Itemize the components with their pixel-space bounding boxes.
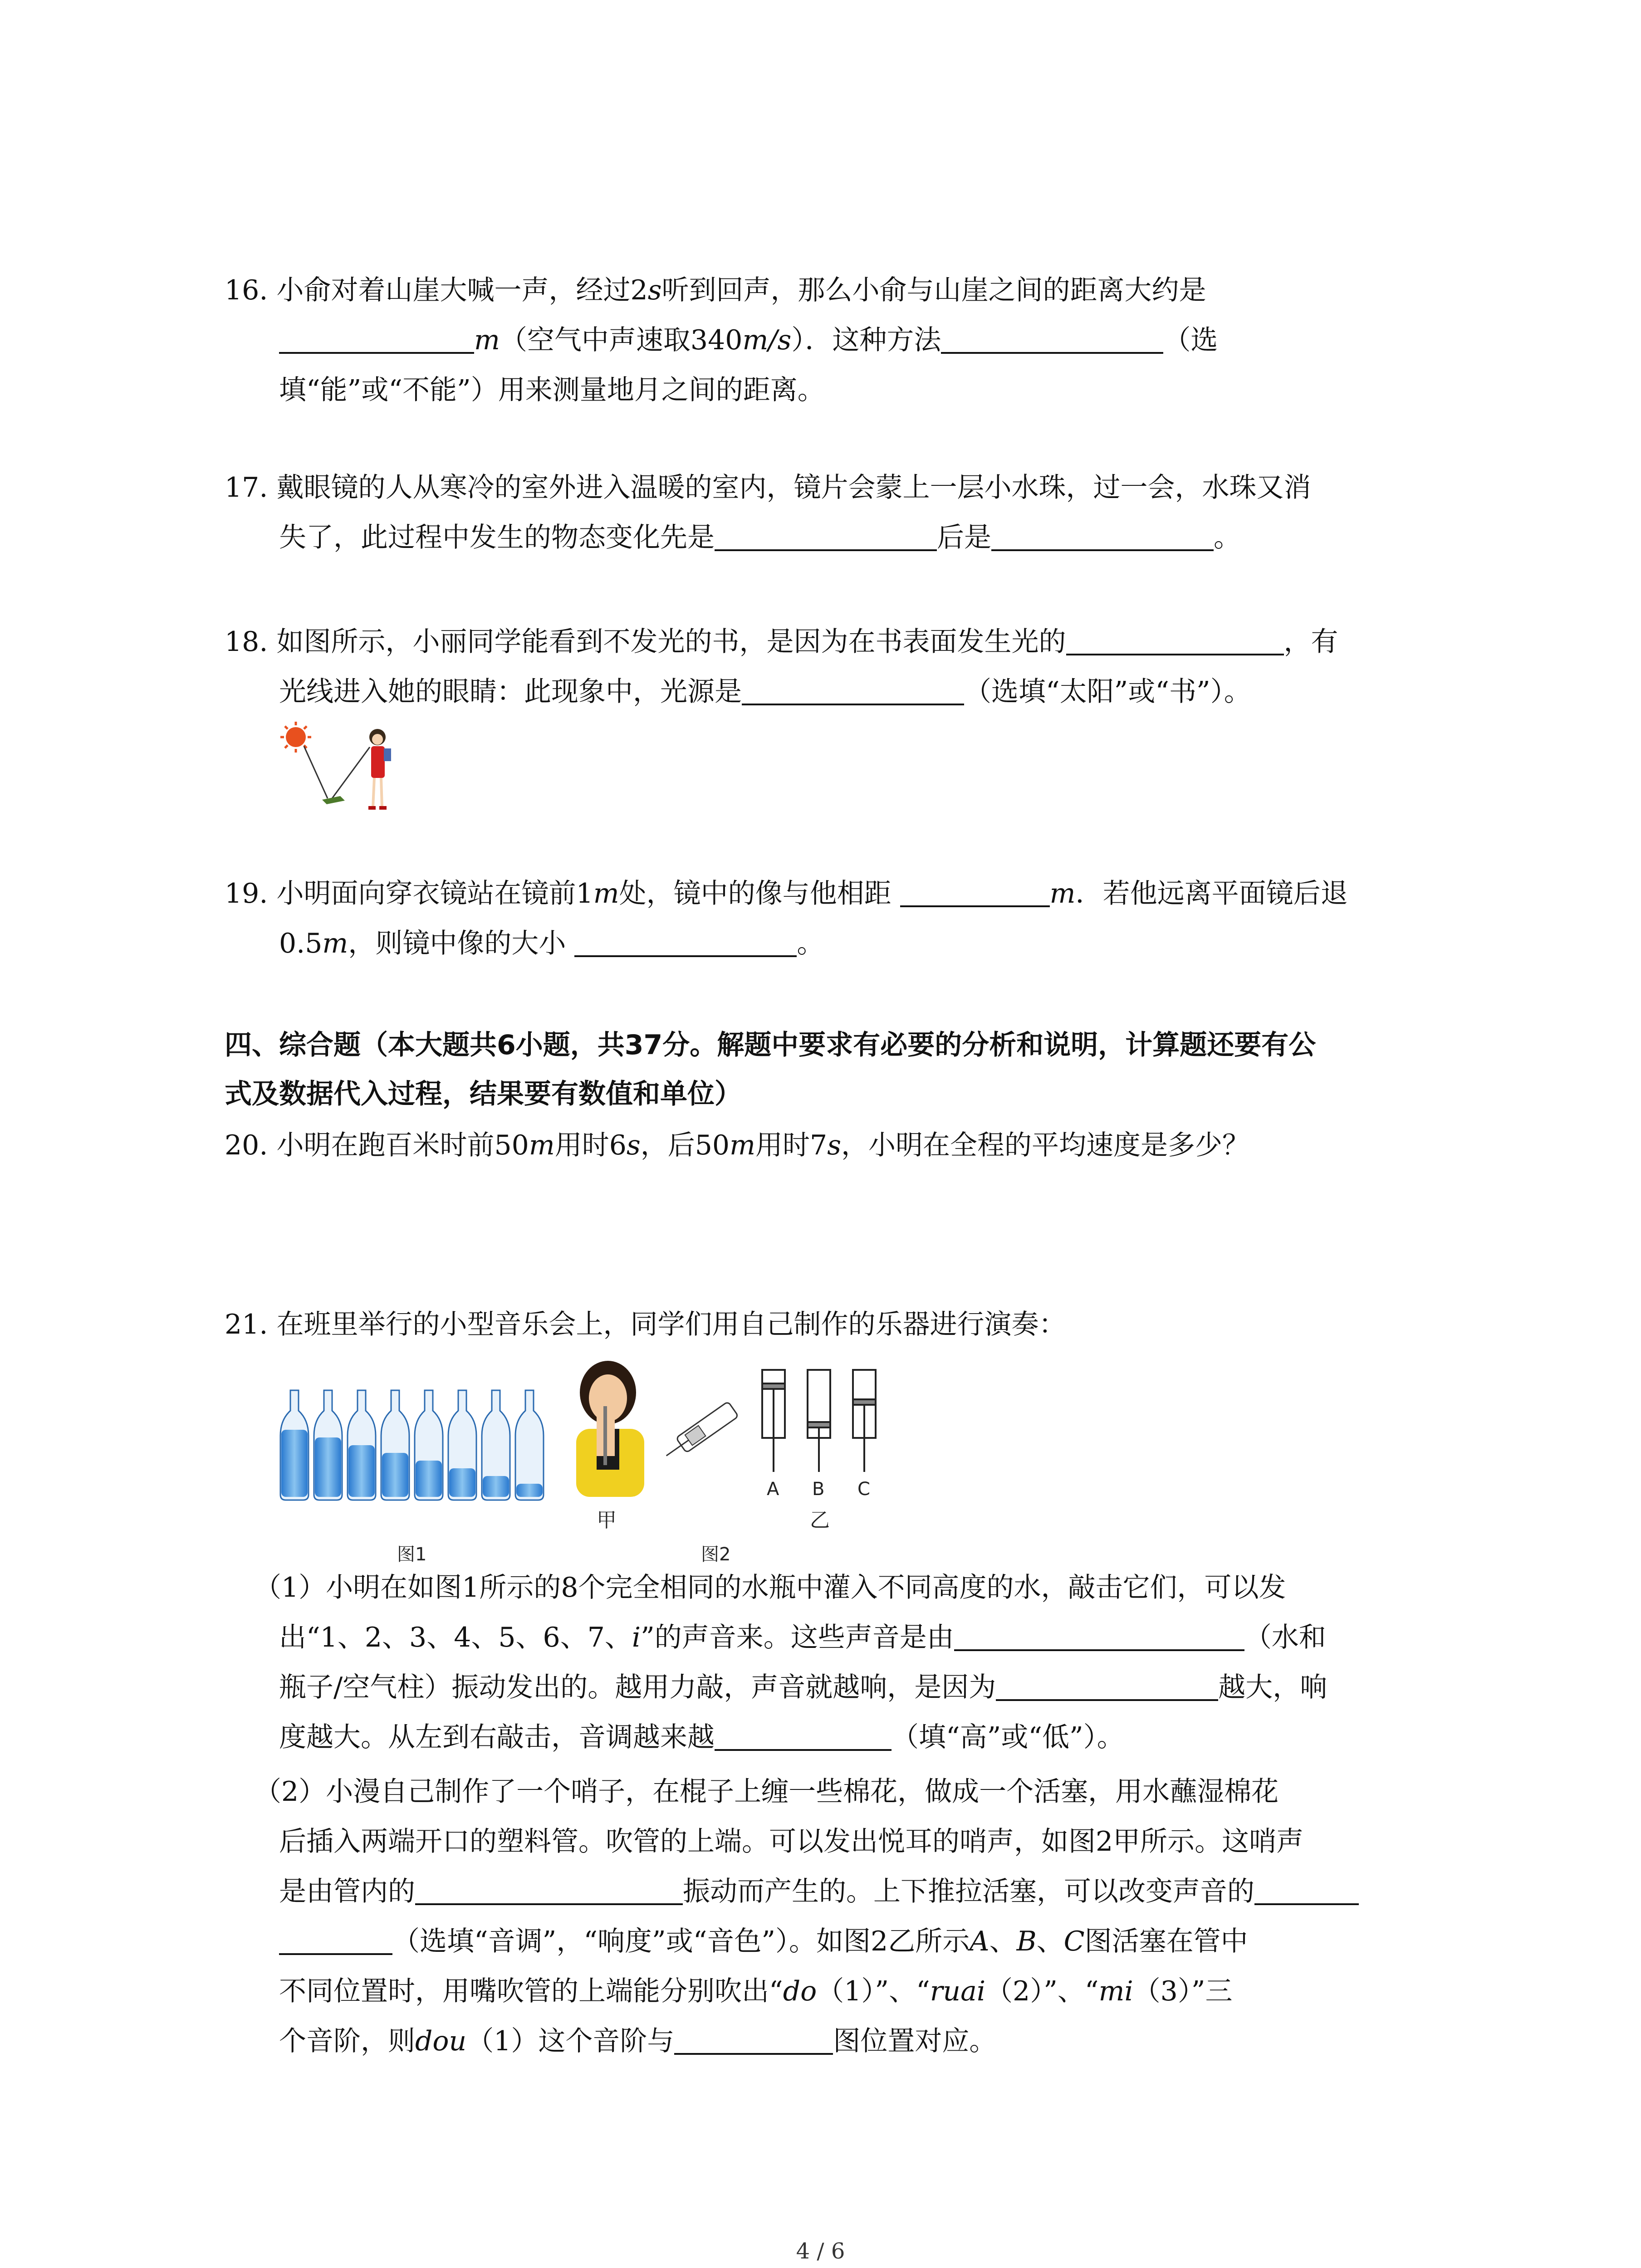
answer-blank[interactable] (900, 874, 1050, 907)
bottles-figure (277, 1388, 549, 1501)
tube-b-label: B (812, 1479, 825, 1500)
question-18: 18. 如图所示，小丽同学能看到不发光的书，是因为在书表面发生光的 ，有 光线进入她的眼睛：此现象中，光源是 （选填“太阳”或“书”）。 (225, 617, 1450, 717)
figure-yi-label: 乙 (810, 1509, 830, 1532)
bottle-icon (448, 1390, 476, 1500)
bottle-icon (314, 1390, 342, 1500)
bottle-icon (415, 1390, 443, 1500)
answer-blank[interactable] (674, 2021, 833, 2055)
bottle-icon (515, 1390, 544, 1500)
whistle-girl-figure (558, 1361, 749, 1497)
girl-icon (368, 729, 391, 810)
answer-blank[interactable] (1254, 1872, 1359, 1905)
question-20: 20. 小明在跑百米时前50m用时6s，后50m用时7s，小明在全程的平均速度是多少？ (225, 1129, 1249, 1161)
answer-blank[interactable] (415, 1872, 683, 1905)
question-19: 19. 小明面向穿衣镜站在镜前1m处，镜中的像与他相距 m．若他远离平面镜后退 0.5m，则镜中像的大小 。 (225, 869, 1450, 968)
page-number: 4 / 6 (796, 2239, 845, 2264)
light-ray (304, 746, 328, 798)
answer-blank[interactable] (991, 518, 1214, 551)
question-21: 21. 在班里举行的小型音乐会上，同学们用自己制作的乐器进行演奏： (225, 1309, 1066, 1340)
question-text: 小俞对着山崖大喊一声，经过2 (276, 274, 648, 306)
reflected-ray (332, 747, 370, 798)
tube-c-label: C (857, 1479, 870, 1500)
question-number: 20. (225, 1129, 268, 1161)
bottle-icon (348, 1390, 376, 1500)
answer-blank[interactable] (715, 1717, 892, 1751)
girl-icon (576, 1361, 644, 1497)
answer-blank[interactable] (742, 672, 964, 705)
whistle-icon (661, 1402, 738, 1463)
tubes-figure (753, 1365, 903, 1483)
figure-jia-label: 甲 (597, 1509, 617, 1532)
bottle-icon (381, 1390, 409, 1500)
question-16: 16. 小俞对着山崖大喊一声，经过2s听到回声，那么小俞与山崖之间的距离大约是 m（空气中声速取340m/s）．这种方法 （选 填“能”或“不能”）用来测量地月之间的距离。 (225, 274, 1218, 406)
question-number: 16. (225, 274, 268, 306)
answer-blank[interactable] (954, 1618, 1244, 1651)
answer-blank[interactable] (1066, 622, 1284, 655)
answer-blank[interactable] (279, 1921, 392, 1955)
answer-blank[interactable] (941, 320, 1163, 354)
sun-book-girl-figure (277, 719, 413, 823)
answer-blank[interactable] (996, 1667, 1218, 1701)
tube-a-label: A (767, 1479, 779, 1500)
section-heading: 四、综合题（本大题共6小题，共37分。解题中要求有必要的分析和说明，计算题还要有公 式及数据代入过程，结果要有数值和单位） (225, 1029, 1316, 1110)
figure-1-caption: 图1 (397, 1544, 427, 1565)
question-number: 21. (225, 1309, 268, 1340)
question-21-part-2: （2）小漫自己制作了一个哨子，在棍子上缠一些棉花，做成一个活塞，用水蘸湿棉花 后插入两端开口的塑料管。吹管的上端。可以发出悦耳的哨声，如图2甲所示。这哨声 是由管内的 振动而产生的。上下推拉活塞，可以改变声音的 （选填“音调”，“响度”或“音色”）。如图2乙所示A、B、C图活塞在管中 不同位置时，用嘴吹管的上端能分别吹出“do（1）”、“ruai（2）”、“mi（3）”三 个音阶，则dou（1）这个音阶与 图位置对应。 (254, 1767, 1452, 2066)
question-number: 17. (225, 472, 268, 503)
figure-2-caption: 图2 (701, 1544, 731, 1565)
sun-icon (280, 722, 311, 753)
question-number: 18. (225, 626, 268, 658)
answer-blank[interactable] (279, 320, 474, 354)
bottle-icon (482, 1390, 510, 1500)
answer-blank[interactable] (574, 924, 797, 957)
question-number: 19. (225, 878, 268, 909)
question-21-part-1: （1）小明在如图1所示的8个完全相同的水瓶中灌入不同高度的水，敲击它们，可以发 出“1、2、3、4、5、6、7、i”的声音来。这些声音是由 （水和 瓶子/空气柱）振动发出的。越用力敲，声音就越响，是因为 越大，响 度越大。从左到右敲击，音调越来越 （填“高”或“低”）。 (254, 1572, 1327, 1753)
answer-blank[interactable] (715, 518, 937, 551)
bottle-icon (280, 1390, 309, 1500)
question-17: 17. 戴眼镜的人从寒冷的室外进入温暖的室内，镜片会蒙上一层小水珠，过一会，水珠又消 失了，此过程中发生的物态变化先是 后是 。 (225, 472, 1311, 553)
